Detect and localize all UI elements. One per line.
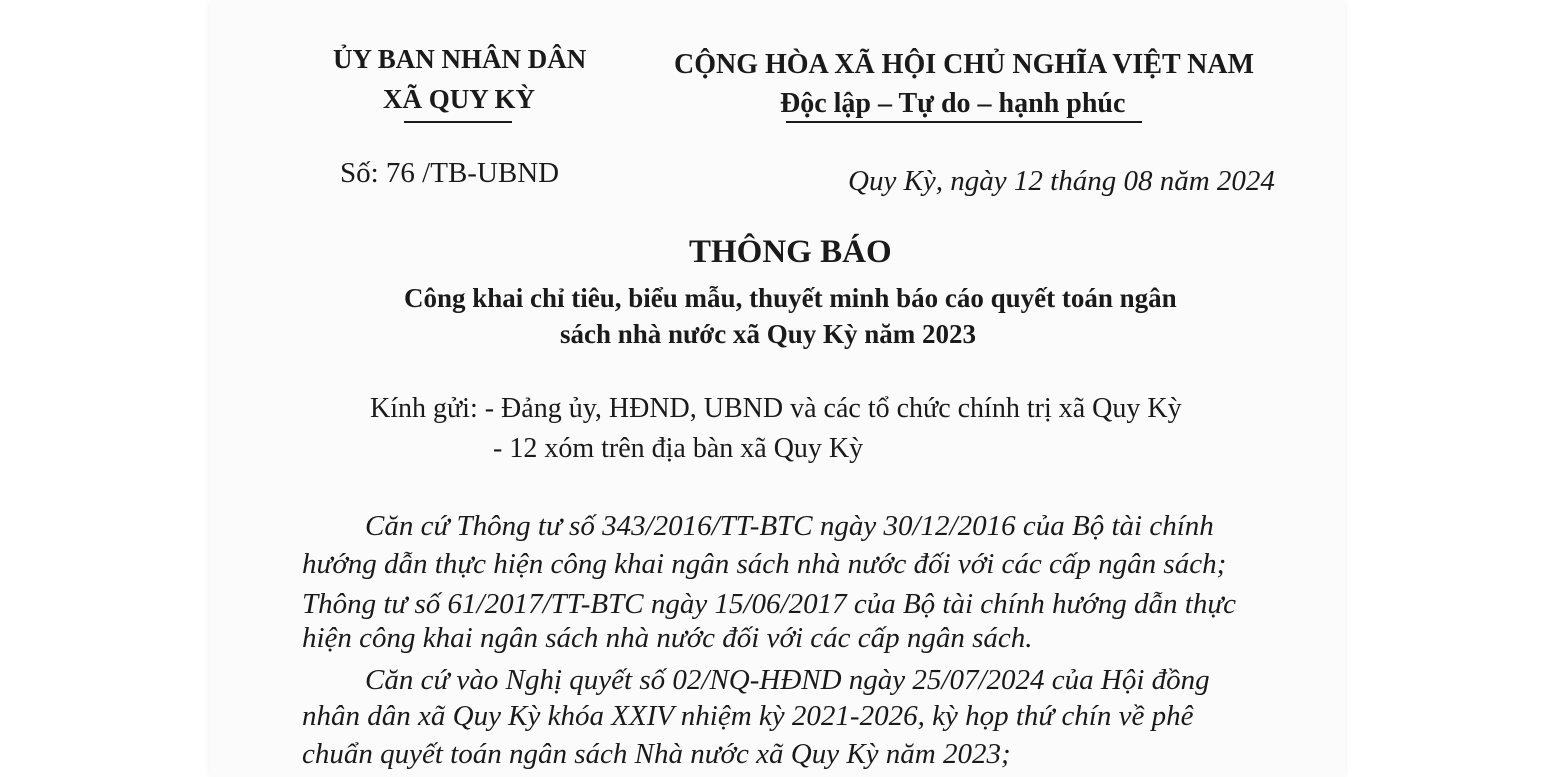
place-and-date: Quy Kỳ, ngày 12 tháng 08 năm 2024 [848, 165, 1275, 197]
body-line: Thông tư số 61/2017/TT-BTC ngày 15/06/2017 của Bộ tài chính hướng dẫn thực [302, 588, 1237, 620]
org-underline [404, 121, 512, 123]
body-line: nhân dân xã Quy Kỳ khóa XXIV nhiệm kỳ 2021-2026, kỳ họp thứ chín về phê [302, 700, 1194, 732]
national-motto: Độc lập – Tự do – hạnh phúc [780, 88, 1126, 119]
body-line: Căn cứ Thông tư số 343/2016/TT-BTC ngày 30/12/2016 của Bộ tài chính [365, 510, 1214, 542]
document-number: Số: 76 /TB-UBND [340, 157, 560, 189]
document-page [210, 0, 1345, 777]
notice-subtitle-line1: Công khai chỉ tiêu, biểu mẫu, thuyết minh báo cáo quyết toán ngân [404, 283, 1177, 313]
body-line: chuẩn quyết toán ngân sách Nhà nước xã Quy Kỳ năm 2023; [302, 738, 1011, 770]
issuing-org-commune: XÃ QUY KỲ [383, 84, 535, 114]
notice-title: THÔNG BÁO [689, 234, 892, 270]
motto-underline [786, 121, 1142, 123]
national-title: CỘNG HÒA XÃ HỘI CHỦ NGHĨA VIỆT NAM [674, 49, 1255, 80]
recipients-line2: - 12 xóm trên địa bàn xã Quy Kỳ [493, 433, 864, 464]
notice-subtitle-line2: sách nhà nước xã Quy Kỳ năm 2023 [560, 319, 976, 349]
body-line: hướng dẫn thực hiện công khai ngân sách nhà nước đối với các cấp ngân sách; [302, 548, 1227, 580]
body-line: Căn cứ vào Nghị quyết số 02/NQ-HĐND ngày 25/07/2024 của Hội đồng [365, 664, 1210, 696]
body-line: hiện công khai ngân sách nhà nước đối với các cấp ngân sách. [302, 622, 1033, 654]
recipients-line1: Kính gửi: - Đảng ủy, HĐND, UBND và các tổ chức chính trị xã Quy Kỳ [370, 393, 1182, 424]
issuing-org-name: ỦY BAN NHÂN DÂN [333, 44, 587, 74]
